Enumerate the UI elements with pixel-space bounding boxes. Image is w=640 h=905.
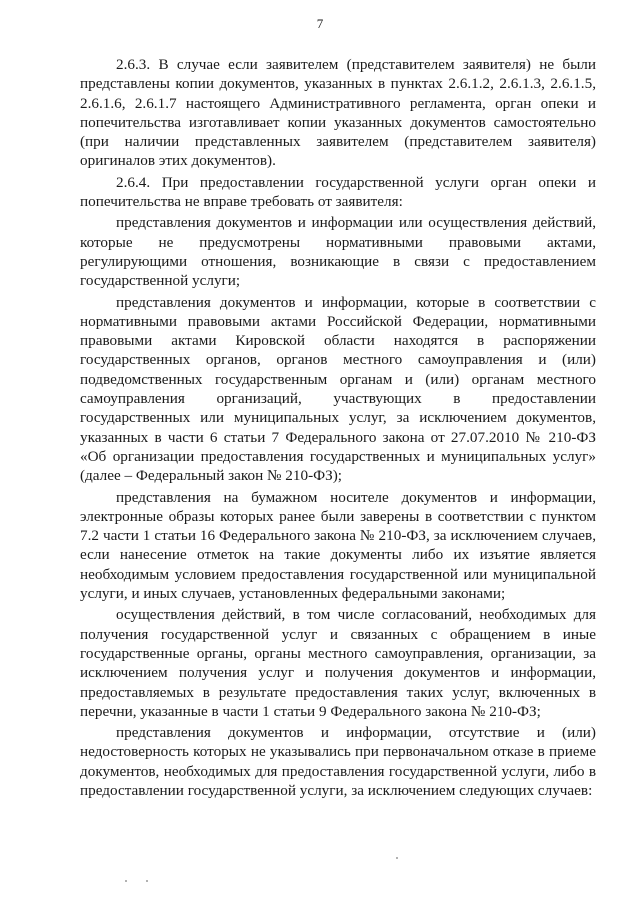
paragraph-2-6-3: 2.6.3. В случае если заявителем (представителем заявителя) не были представлены копии документов, указанных в пунктах 2.6.1.2, 2.6.1.3, 2.6.1.5, 2.6.1.6, 2.6.1.7 настоящего Административного регламента, орган опеки и попечительства изготавливает копии указанных документов самостоятельно (при наличии представленных заявителем (представителем заявителя) оригиналов этих документов). [80,56,596,170]
list-item-paragraph: представления документов и информации, которые в соответствии с нормативными правовыми актами Российской Федерации, нормативными правовыми актами Кировской области находятся в распоряжении государственных органов, органов местного самоуправления и (или) подведомственных государственным органам и (или) органам местного самоуправления организаций, участвующих в предоставлении государственных или муниципальных услуг, за исключением документов, указанных в части 6 статьи 7 Федерального закона от 27.07.2010 № 210-ФЗ «Об организации предоставления государственных и муниципальных услуг» (далее – Федеральный закон № 210-ФЗ); [80,293,596,485]
paragraph-2-6-4: 2.6.4. При предоставлении государственной услуги орган опеки и попечительства не вправе требовать от заявителя: [80,173,596,211]
list-item-paragraph: представления на бумажном носителе документов и информации, электронные образы которых ранее были заверены в соответствии с пунктом 7.2 части 1 статьи 16 Федерального закона № 210-ФЗ, за исключением случаев, если нанесение отметок на такие документы либо их изъятие является необходимым условием предоставления государственной или муниципальной услуги, и иных случаев, установленных федеральными законами; [80,488,596,603]
list-item-paragraph: представления документов и информации, отсутствие и (или) недостоверность которых не указывались при первоначальном отказе в приеме документов, необходимых для предоставления государственной услуги, либо в предоставлении государственной услуги, за исключением следующих случаев: [80,724,596,799]
scan-speck [146,880,148,882]
page-number: 7 [316,16,324,31]
document-body [80,55,596,800]
list-item-paragraph: представления документов и информации или осуществления действий, которые не предусмотрены нормативными правовыми актами, регулирующими отношения, возникающие в связи с предоставлением государственной услуги; [80,214,596,290]
scan-speck [125,880,127,882]
scan-speck [396,857,398,859]
list-item-paragraph: осуществления действий, в том числе согласований, необходимых для получения государственной услуг и связанных с обращением в иные государственные органы, органы местного самоуправления, организации, за исключением получения услуг и получения документов и информации, предоставляемых в результате предоставления таких услуг, включенных в перечни, указанные в части 1 статьи 9 Федерального закона № 210-ФЗ; [80,606,596,720]
